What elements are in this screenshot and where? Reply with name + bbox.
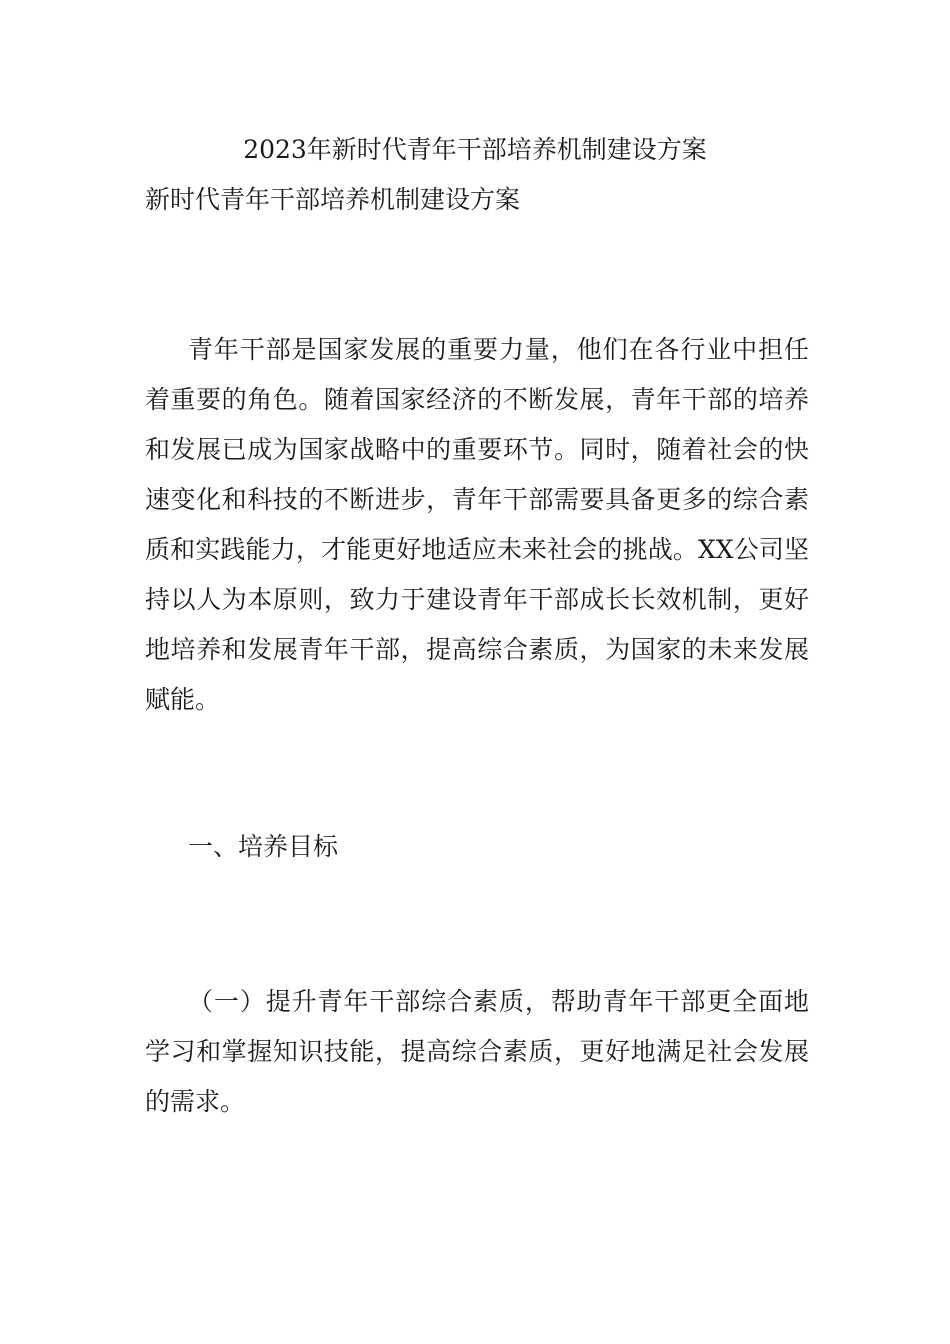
section-item-paragraph: （一）提升青年干部综合素质，帮助青年干部更全面地学习和掌握知识技能，提高综合素质，更好地满足社会发展的需求。 [145,987,809,1116]
section-heading-training-goals: 一、培养目标 [188,832,339,861]
document-subtitle: 新时代青年干部培养机制建设方案 [145,185,521,214]
intro-paragraph: 青年干部是国家发展的重要力量，他们在各行业中担任着重要的角色。随着国家经济的不断发展，青年干部的培养和发展已成为国家战略中的重要环节。同时，随着社会的快速变化和科技的不断进步，青年干部需要具备更多的综合素质和实践能力，才能更好地适应未来社会的挑战。XX公司坚持以人为本原则，致力于建设青年干部成长长效机制，更好地培养和发展青年干部，提高综合素质，为国家的未来发展赋能。 [145,335,809,714]
document-title: 2023年新时代青年干部培养机制建设方案 [243,135,707,164]
